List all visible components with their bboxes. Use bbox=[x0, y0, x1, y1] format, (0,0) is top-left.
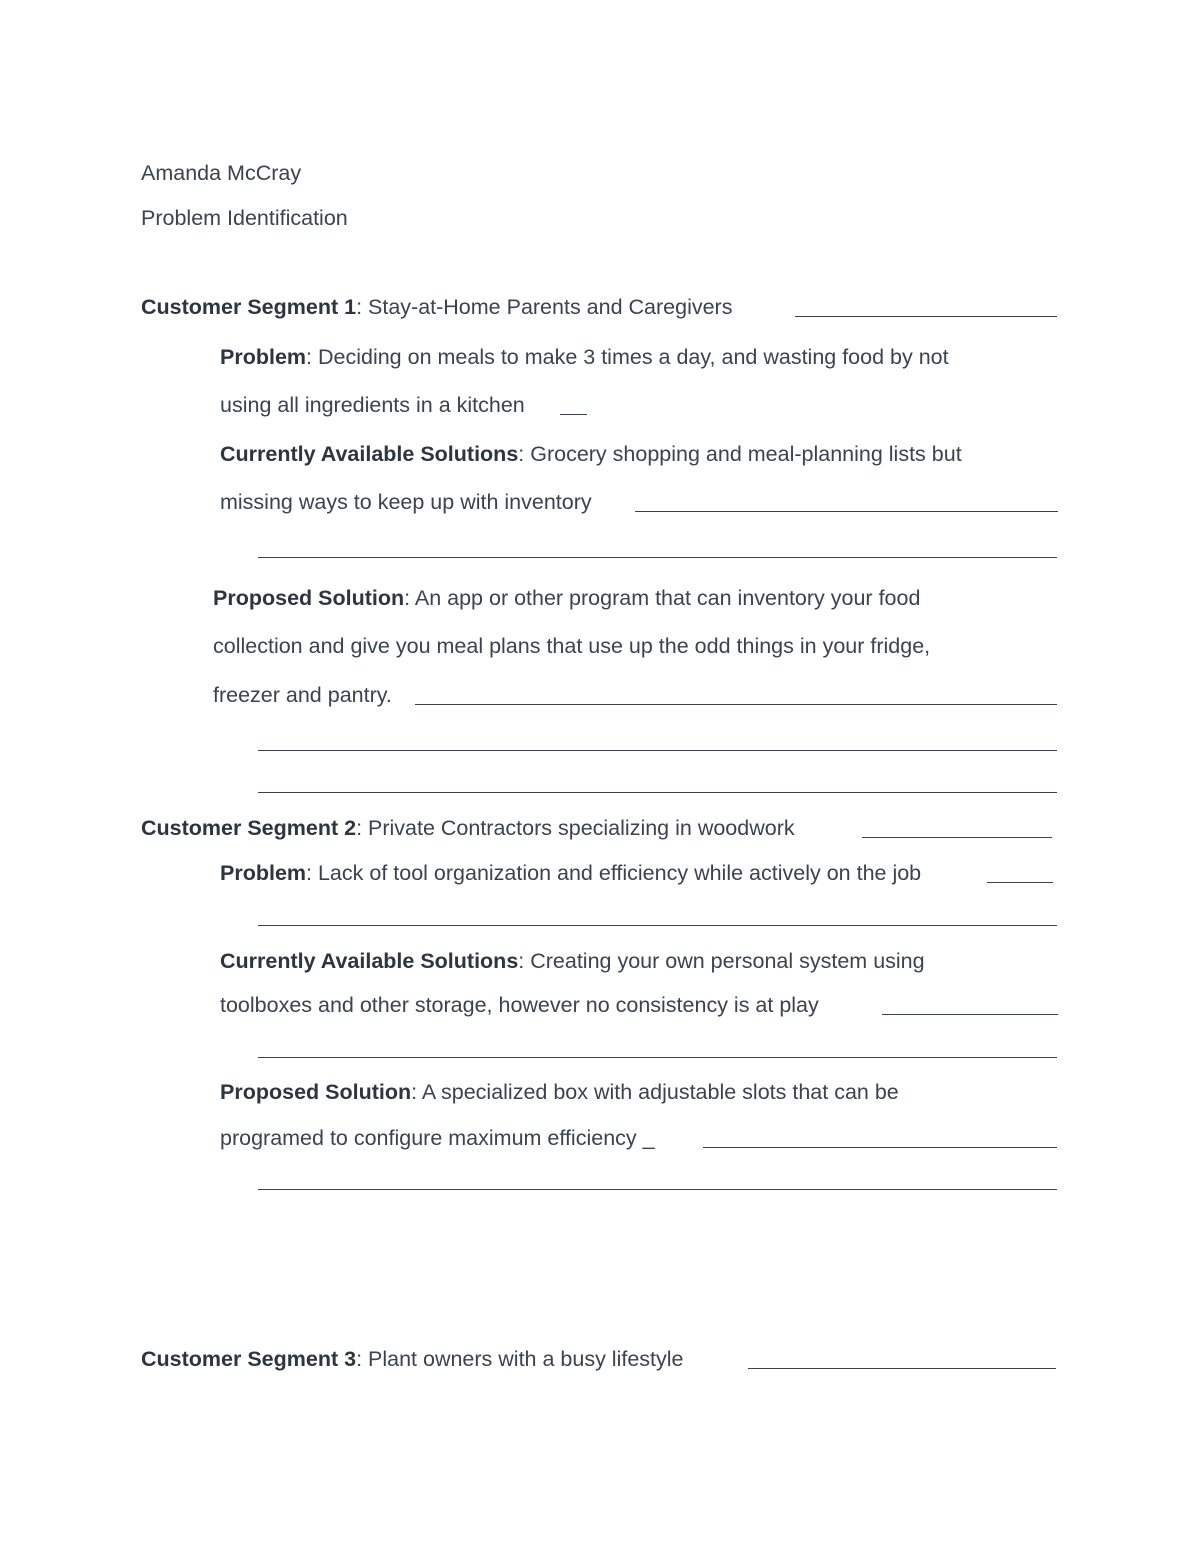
segment2-heading-text: : Private Contractors specializing in woodwork bbox=[356, 816, 795, 840]
blank-line bbox=[258, 1189, 1057, 1190]
segment1-current-line1 bbox=[220, 440, 962, 468]
blank-line bbox=[560, 414, 587, 415]
blank-line bbox=[703, 1147, 1057, 1148]
blank-line bbox=[882, 1014, 1058, 1015]
blank-line bbox=[258, 792, 1057, 793]
segment1-current-label: Currently Available Solutions bbox=[220, 442, 519, 466]
segment2-proposed-text2: programed to configure maximum efficiency bbox=[220, 1126, 637, 1150]
segment2-problem-line1 bbox=[220, 859, 921, 887]
segment2-proposed-text2-tail: _ bbox=[642, 1126, 655, 1150]
blank-line bbox=[635, 511, 1058, 512]
segment3-heading bbox=[141, 1345, 684, 1373]
segment2-current-text1: : Creating your own personal system using bbox=[518, 949, 925, 973]
segment2-problem-label: Problem bbox=[220, 861, 307, 885]
blank-line bbox=[415, 704, 1057, 705]
blank-line bbox=[795, 316, 1057, 317]
blank-line bbox=[748, 1368, 1056, 1369]
blank-line bbox=[258, 557, 1057, 558]
segment1-heading bbox=[141, 293, 732, 321]
segment3-heading-text: : Plant owners with a busy lifestyle bbox=[356, 1347, 684, 1371]
segment2-proposed-text2-line bbox=[220, 1124, 655, 1152]
segment2-current-label: Currently Available Solutions bbox=[220, 949, 519, 973]
segment2-proposed-label: Proposed Solution bbox=[220, 1080, 412, 1104]
segment2-heading bbox=[141, 814, 795, 842]
segment1-current-text1: : Grocery shopping and meal-planning lists but bbox=[518, 442, 962, 466]
segment1-problem-text1: : Deciding on meals to make 3 times a day, and wasting food by not bbox=[306, 345, 949, 369]
blank-line bbox=[987, 882, 1053, 883]
segment1-proposed-line1 bbox=[213, 584, 920, 612]
segment1-problem-line1 bbox=[220, 343, 949, 371]
segment2-current-text2: toolboxes and other storage, however no consistency is at play bbox=[220, 993, 819, 1017]
segment1-proposed-text1: : An app or other program that can inventory your food bbox=[404, 586, 921, 610]
segment1-proposed-text3: freezer and pantry. bbox=[213, 683, 392, 707]
segment1-current-text2: missing ways to keep up with inventory bbox=[220, 490, 592, 514]
blank-line bbox=[862, 837, 1052, 838]
segment2-proposed-text1: : A specialized box with adjustable slots that can be bbox=[411, 1080, 899, 1104]
segment1-problem-label: Problem bbox=[220, 345, 307, 369]
blank-line bbox=[258, 750, 1057, 751]
segment2-problem-text1: : Lack of tool organization and efficiency while actively on the job bbox=[306, 861, 922, 885]
document-subtitle: Problem Identification bbox=[141, 206, 348, 230]
blank-line bbox=[258, 925, 1057, 926]
segment1-heading-label: Customer Segment 1 bbox=[141, 295, 357, 319]
segment2-proposed-line1 bbox=[220, 1078, 899, 1106]
segment1-proposed-text2: collection and give you meal plans that use up the odd things in your fridge, bbox=[213, 634, 931, 658]
segment2-heading-label: Customer Segment 2 bbox=[141, 816, 357, 840]
segment2-current-line1 bbox=[220, 947, 925, 975]
segment1-proposed-label: Proposed Solution bbox=[213, 586, 405, 610]
author-name: Amanda McCray bbox=[141, 161, 302, 185]
blank-line bbox=[258, 1057, 1057, 1058]
segment1-heading-text: : Stay-at-Home Parents and Caregivers bbox=[356, 295, 733, 319]
segment1-problem-text2: using all ingredients in a kitchen bbox=[220, 393, 525, 417]
segment3-heading-label: Customer Segment 3 bbox=[141, 1347, 357, 1371]
